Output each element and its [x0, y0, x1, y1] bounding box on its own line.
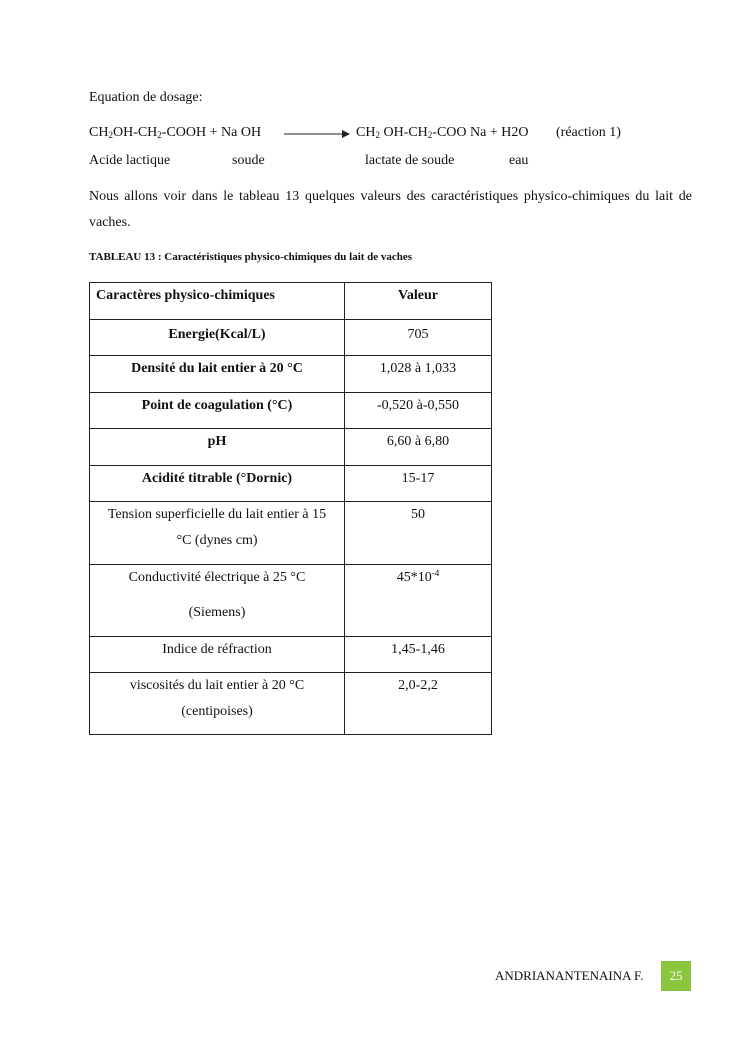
table-row [90, 565, 492, 637]
row-name: Energie(Kcal/L) [90, 320, 345, 356]
row-name-line2: °C (dynes cm) [176, 533, 258, 548]
page-number-badge: 25 [661, 961, 691, 991]
row-name-line2: (Siemens) [188, 605, 246, 620]
row-name: Acidité titrable (°Dornic) [90, 466, 345, 502]
table-row [90, 356, 492, 393]
table-row [90, 320, 492, 356]
row-value: -0,520 à-0,550 [345, 393, 492, 429]
row-name-line1: Tension superficielle du lait entier à 15 [107, 507, 327, 522]
table-header-row [90, 283, 492, 320]
table-row [90, 429, 492, 466]
row-name: Indice de réfraction [90, 637, 345, 673]
row-name-line1: Conductivité électrique à 25 °C [128, 570, 306, 585]
row-name-line2: (centipoises) [181, 704, 253, 719]
row-name: Point de coagulation (°C) [90, 393, 345, 429]
row-value: 50 [345, 502, 492, 565]
reaction-arrow-icon [284, 128, 350, 140]
name-base: soude [232, 153, 265, 168]
row-name [90, 673, 345, 735]
row-value: 1,45-1,46 [345, 637, 492, 673]
row-value: 705 [345, 320, 492, 356]
reaction-label: (réaction 1) [556, 125, 621, 140]
table-row [90, 466, 492, 502]
equation-rhs: $CH_2$ $OH-CH_2$-COO Na + H2O [356, 125, 529, 140]
table-row [90, 637, 492, 673]
row-value: 1,028 à 1,033 [345, 356, 492, 393]
row-name-line1: viscosités du lait entier à 20 °C [129, 678, 305, 693]
table-caption: TABLEAU 13 : Caractéristiques physico-chimiques du lait de vaches [89, 251, 413, 263]
name-salt: lactate de soude [365, 153, 455, 168]
equation-heading: Equation de dosage: [89, 90, 203, 105]
name-water: eau [509, 153, 529, 168]
properties-table [89, 282, 492, 735]
table-row [90, 502, 492, 565]
row-name [90, 502, 345, 565]
header-col-value: Valeur [345, 283, 492, 320]
footer-author: ANDRIANANTENAINA F. [495, 968, 644, 983]
header-col-characteristics: Caractères physico-chimiques [90, 283, 345, 320]
row-name: pH [90, 429, 345, 466]
row-value: 2,0-2,2 [345, 673, 492, 735]
body-paragraph: Nous allons voir dans le tableau 13 quelques valeurs des caractéristiques physico-chimiques du lait de vaches. [89, 189, 692, 230]
table-row [90, 393, 492, 429]
table-row [90, 673, 492, 735]
name-acid: Acide lactique [89, 153, 171, 168]
row-value: 6,60 à 6,80 [345, 429, 492, 466]
row-value: 15-17 [345, 466, 492, 502]
row-value: $45*10^{-4}$ [345, 565, 492, 637]
equation-lhs: $CH_2OH-CH_2$-COOH + Na OH [89, 125, 262, 140]
row-name [90, 565, 345, 637]
row-name: Densité du lait entier à 20 °C [90, 356, 345, 393]
